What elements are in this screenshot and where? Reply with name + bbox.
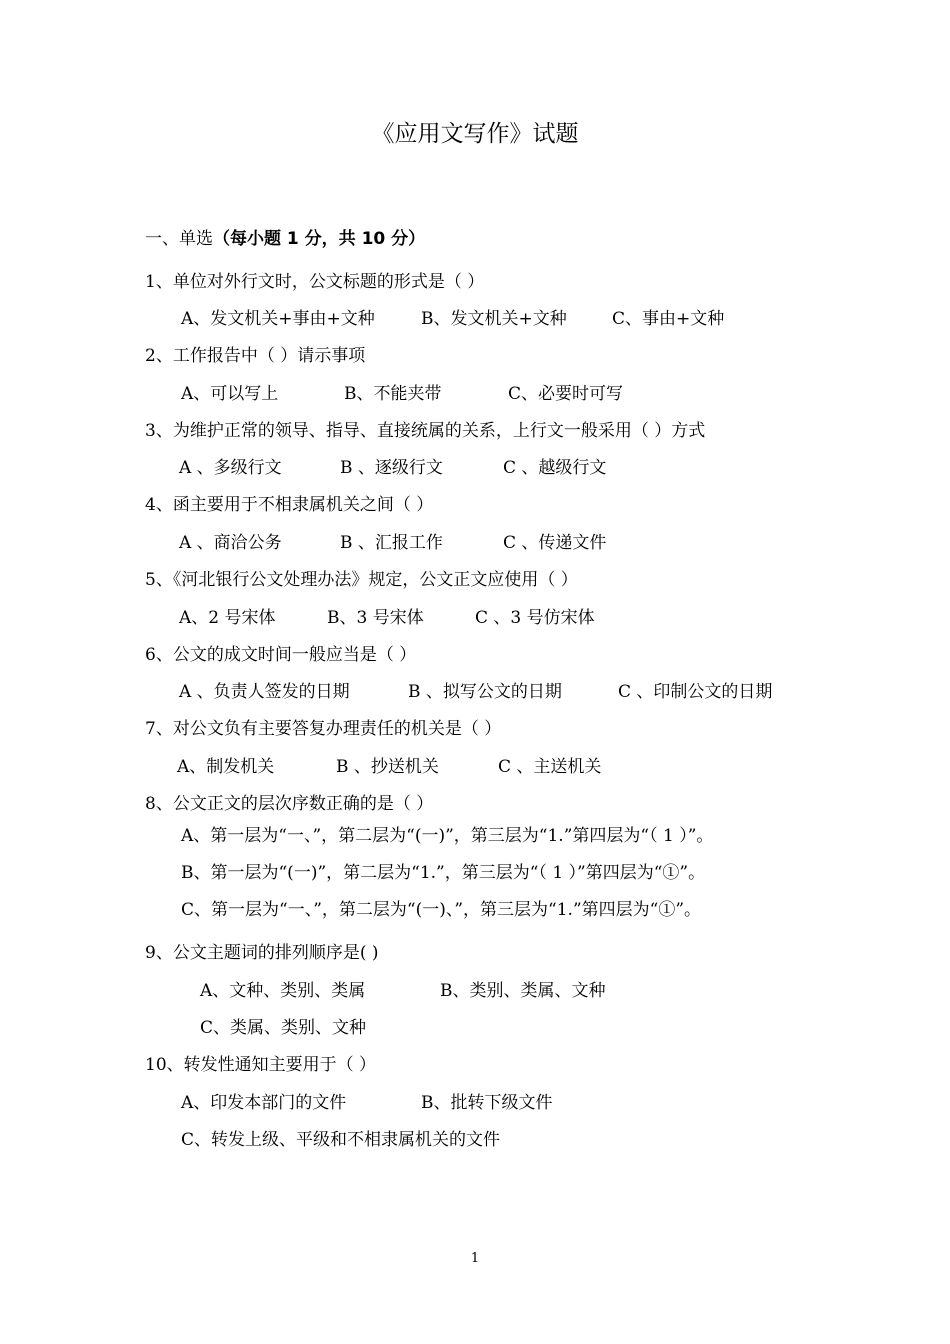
- page-title: 《应用文写作》试题: [371, 121, 579, 147]
- question-option: C、第一层为“一、”，第二层为“(一)、”，第三层为“1.”第四层为“①”。: [181, 900, 702, 920]
- question-stem: 7、对公文负有主要答复办理责任的机关是（ ）: [145, 719, 502, 739]
- question-stem: 1、单位对外行文时，公文标题的形式是（ ）: [145, 272, 485, 292]
- question-option: B 、逐级行文: [340, 458, 443, 478]
- question-stem: 6、公文的成文时间一般应当是（ ）: [145, 645, 417, 665]
- question-option: A、文种、类别、类属: [200, 981, 366, 1001]
- question-option: C、类属、类别、文种: [200, 1018, 367, 1038]
- question-stem: 8、公文正文的层次序数正确的是（ ）: [145, 794, 434, 814]
- question-option: A、印发本部门的文件: [181, 1093, 347, 1113]
- question-stem: 4、函主要用于不相隶属机关之间（ ）: [145, 495, 434, 515]
- section-label: 一、单选: [145, 229, 213, 249]
- question-stem: 9、公文主题词的排列顺序是( ): [145, 943, 379, 963]
- question-option: B、批转下级文件: [421, 1093, 553, 1113]
- page-number: 1: [470, 1251, 480, 1266]
- question-option: C、事由+文种: [612, 309, 725, 329]
- question-stem: 5、《河北银行公文处理办法》规定，公文正文应使用（ ）: [145, 570, 578, 590]
- section-scoring-note: （每小题 1 分，共 10 分）: [213, 229, 426, 249]
- question-option: B 、拟写公文的日期: [408, 682, 562, 702]
- question-option: B、类别、类属、文种: [440, 981, 606, 1001]
- question-option: C 、印制公文的日期: [618, 682, 773, 702]
- question-option: A、2 号宋体: [179, 608, 276, 628]
- question-option: C、必要时可写: [508, 384, 624, 404]
- question-option: C 、传递文件: [503, 533, 607, 553]
- question-option: B 、抄送机关: [336, 757, 439, 777]
- question-option: A、制发机关: [177, 757, 275, 777]
- question-option: A、发文机关+事由+文种: [181, 309, 375, 329]
- question-option: A 、负责人签发的日期: [179, 682, 350, 702]
- question-stem: 10、转发性通知主要用于（ ）: [145, 1055, 377, 1075]
- question-stem: 2、工作报告中（ ）请示事项: [145, 346, 366, 366]
- question-option: C 、越级行文: [503, 458, 607, 478]
- question-option: C、转发上级、平级和不相隶属机关的文件: [181, 1130, 501, 1150]
- question-option: A、可以写上: [181, 384, 279, 404]
- question-option: B 、汇报工作: [340, 533, 443, 553]
- question-option: A 、商洽公务: [179, 533, 282, 553]
- question-option: B、第一层为“(一)”，第二层为“1.”，第三层为“（ 1 ）”第四层为“①”。: [181, 863, 706, 883]
- question-option: B、不能夹带: [344, 384, 442, 404]
- question-option: A 、多级行文: [179, 458, 282, 478]
- question-option: C 、主送机关: [498, 757, 602, 777]
- question-stem: 3、为维护正常的领导、指导、直接统属的关系，上行文一般采用（ ）方式: [145, 421, 706, 441]
- question-option: A、第一层为“一、”，第二层为“(一)”，第三层为“1.”第四层为“（ 1 ）”。: [181, 826, 714, 846]
- section-heading: [145, 226, 425, 252]
- question-option: B、3 号宋体: [327, 608, 424, 628]
- question-option: C 、3 号仿宋体: [475, 608, 595, 628]
- question-option: B、发文机关+文种: [421, 309, 567, 329]
